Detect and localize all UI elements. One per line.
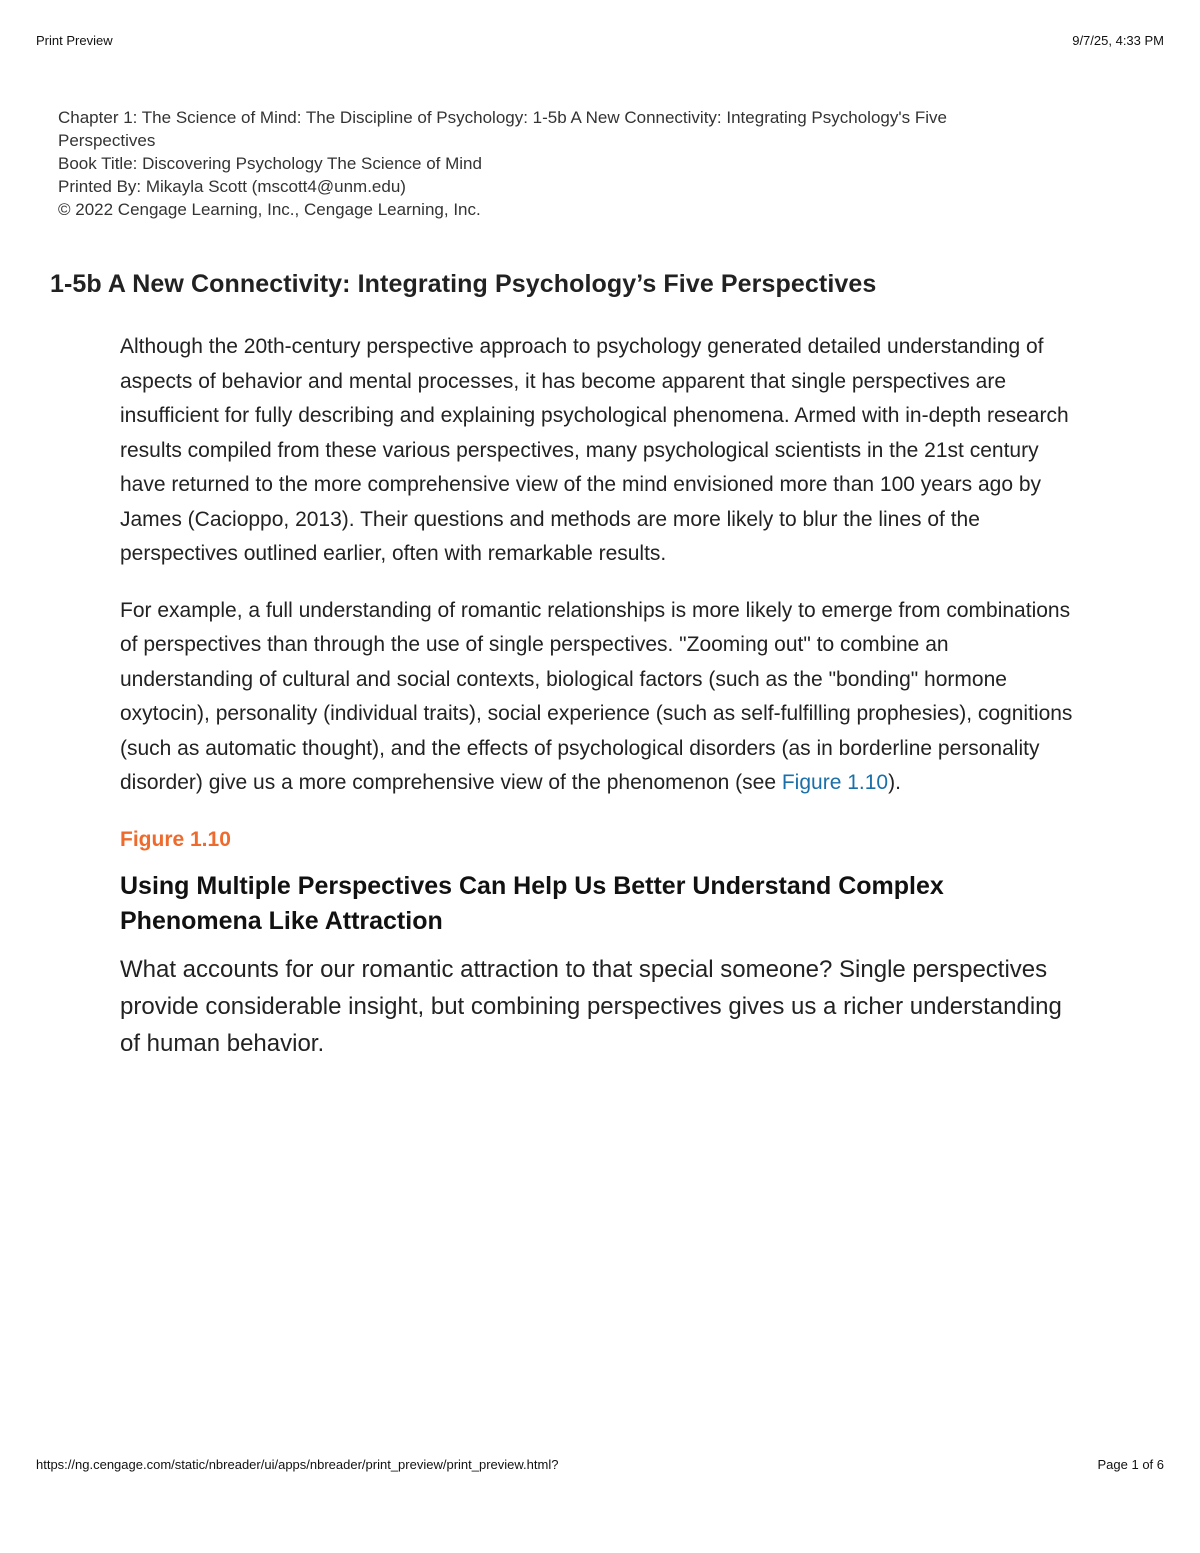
paragraph-2-text: For example, a full understanding of romantic relationships is more likely to emerge from combinations of perspectives than through the use of single perspectives. "Zooming out" to combine an understanding of cultural and social contexts, biological factors (such as the "bonding" hormone oxytocin), personality (individual traits), social experience (such as self-fulfilling prophesies), cognitions (such as automatic thought), and the effects of psychological disorders (as in borderline personality disorder) give us a more comprehensive view of the phenomenon (see [120, 598, 1073, 794]
page-number: Page 1 of 6 [1097, 1457, 1164, 1472]
figure-caption: What accounts for our romantic attraction to that special someone? Single perspectives provide considerable insight, but combining perspectives gives us a richer understanding of human behavior. [120, 955, 1062, 1057]
chapter-line-continued: Perspectives [58, 131, 156, 150]
page-url: https://ng.cengage.com/static/nbreader/ui/apps/nbreader/print_preview/print_preview.html? [36, 1457, 559, 1472]
printed-by: Printed By: Mikayla Scott (mscott4@unm.edu) [58, 177, 406, 196]
paragraph-2-end: ). [888, 771, 901, 794]
section-title: 1-5b A New Connectivity: Integrating Psychology’s Five Perspectives [50, 270, 877, 298]
print-footer [36, 1457, 1164, 1477]
copyright: © 2022 Cengage Learning, Inc., Cengage Learning, Inc. [58, 200, 481, 219]
figure-1-10-link[interactable]: Figure 1.10 [781, 771, 889, 794]
print-preview-label: Print Preview [36, 33, 113, 48]
book-title: Book Title: Discovering Psychology The Science of Mind [58, 154, 482, 173]
body-paragraph-2 [120, 594, 1080, 801]
print-header [36, 33, 1164, 53]
main-content [120, 330, 1080, 1062]
document-metadata [58, 106, 1058, 221]
chapter-line: Chapter 1: The Science of Mind: The Discipline of Psychology: 1-5b A New Connectivity: Integrating Psychology's Five [58, 108, 947, 127]
body-paragraph-1: Although the 20th-century perspective approach to psychology generated detailed understanding of aspects of behavior and mental processes, it has become apparent that single perspectives are insufficient for fully describing and explaining psychological phenomena. Armed with in-depth research results compiled from these various perspectives, many psychological scientists in the 21st century have returned to the more comprehensive view of the mind envisioned more than 100 years ago by James (Cacioppo, 2013). Their questions and methods are more likely to blur the lines of the perspectives outlined earlier, often with remarkable results. [120, 335, 1069, 565]
figure-title: Using Multiple Perspectives Can Help Us Better Understand Complex Phenomena Like Attraction [120, 871, 944, 935]
print-timestamp: 9/7/25, 4:33 PM [1072, 33, 1164, 48]
figure-label: Figure 1.10 [120, 827, 231, 851]
